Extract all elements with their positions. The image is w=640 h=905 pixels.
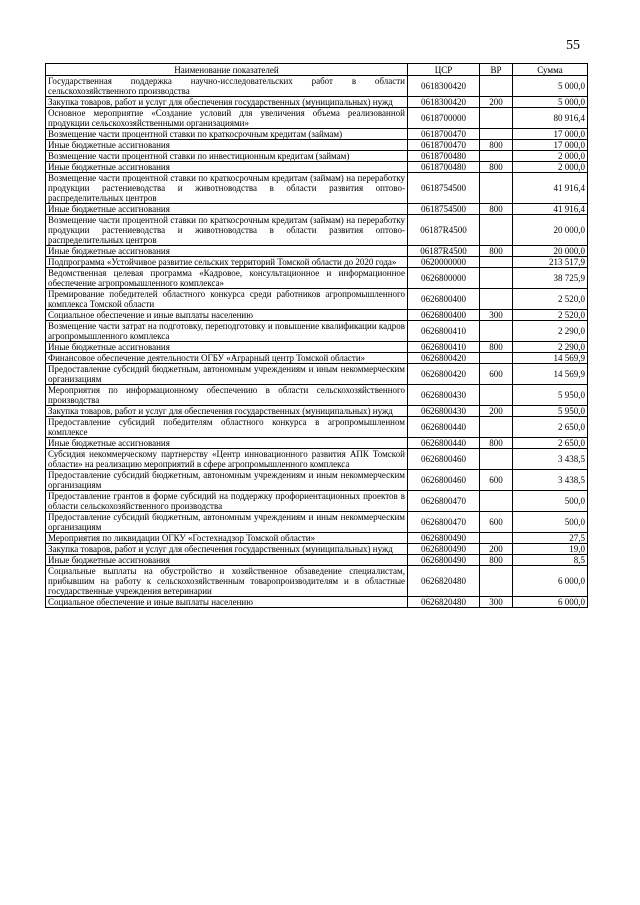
row-csr: 0626800410 <box>408 321 480 342</box>
row-name: Возмещение части процентной ставки по краткосрочным кредитам (займам) на переработку продукции растениеводства и животноводства в области развития оптово-распределительных центров <box>46 173 408 204</box>
row-csr: 0626800490 <box>408 533 480 544</box>
row-vr: 800 <box>480 342 513 353</box>
table-row <box>46 566 588 597</box>
row-csr: 06187R4500 <box>408 215 480 246</box>
header-name: Наименование показателей <box>46 64 408 76</box>
row-name: Возмещение части затрат на подготовку, переподготовку и повышение квалификации кадров агропромышленного комплекса <box>46 321 408 342</box>
row-csr: 0626800440 <box>408 438 480 449</box>
row-sum: 41 916,4 <box>513 173 588 204</box>
table-row <box>46 406 588 417</box>
table-row <box>46 97 588 108</box>
row-name: Закупка товаров, работ и услуг для обеспечения государственных (муниципальных) нужд <box>46 97 408 108</box>
row-vr: 600 <box>480 364 513 385</box>
row-name: Иные бюджетные ассигнования <box>46 204 408 215</box>
row-sum: 80 916,4 <box>513 108 588 129</box>
row-vr <box>480 353 513 364</box>
row-csr: 0626800430 <box>408 385 480 406</box>
table-header-row <box>46 64 588 76</box>
table-row <box>46 108 588 129</box>
row-csr: 0618700480 <box>408 162 480 173</box>
row-sum: 5 000,0 <box>513 97 588 108</box>
table-row <box>46 268 588 289</box>
row-csr: 0626800420 <box>408 364 480 385</box>
row-csr: 0618300420 <box>408 97 480 108</box>
row-csr: 0626800470 <box>408 491 480 512</box>
table-row <box>46 204 588 215</box>
table-row <box>46 173 588 204</box>
row-name: Возмещение части процентной ставки по краткосрочным кредитам (займам) на переработку продукции растениеводства и животноводства в области развития оптово-распределительных центров <box>46 215 408 246</box>
row-vr: 300 <box>480 310 513 321</box>
row-sum: 3 438,5 <box>513 449 588 470</box>
row-sum: 2 290,0 <box>513 342 588 353</box>
row-vr: 800 <box>480 204 513 215</box>
row-csr: 0626800400 <box>408 289 480 310</box>
row-sum: 5 000,0 <box>513 76 588 97</box>
table-row <box>46 512 588 533</box>
row-sum: 20 000,0 <box>513 246 588 257</box>
row-vr <box>480 257 513 268</box>
table-row <box>46 129 588 140</box>
row-sum: 500,0 <box>513 512 588 533</box>
table-row <box>46 491 588 512</box>
table-row <box>46 162 588 173</box>
row-csr: 0626800420 <box>408 353 480 364</box>
row-sum: 2 650,0 <box>513 417 588 438</box>
row-name: Возмещение части процентной ставки по краткосрочным кредитам (займам) <box>46 129 408 140</box>
row-name: Мероприятия по ликвидации ОГКУ «Гостехнадзор Томской области» <box>46 533 408 544</box>
row-vr: 200 <box>480 406 513 417</box>
row-csr: 0626820480 <box>408 597 480 608</box>
row-name: Иные бюджетные ассигнования <box>46 342 408 353</box>
table-row <box>46 417 588 438</box>
row-name: Иные бюджетные ассигнования <box>46 555 408 566</box>
row-vr <box>480 491 513 512</box>
row-vr: 200 <box>480 544 513 555</box>
row-vr: 800 <box>480 140 513 151</box>
row-csr: 0626800440 <box>408 417 480 438</box>
row-name: Предоставление субсидий победителям областного конкурса в агропромышленном комплексе <box>46 417 408 438</box>
row-sum: 2 520,0 <box>513 310 588 321</box>
row-vr: 800 <box>480 555 513 566</box>
row-vr <box>480 533 513 544</box>
row-vr: 800 <box>480 438 513 449</box>
row-vr: 200 <box>480 97 513 108</box>
row-name: Социальные выплаты на обустройство и хозяйственное обзаведение специалистам, прибывшим на работу к сельскохозяйственным товаропроизводителям и в областные государственные учреждения ветеринарии <box>46 566 408 597</box>
row-csr: 0618754500 <box>408 173 480 204</box>
row-vr <box>480 151 513 162</box>
row-vr: 600 <box>480 512 513 533</box>
table-row <box>46 342 588 353</box>
row-sum: 2 000,0 <box>513 151 588 162</box>
row-name: Возмещение части процентной ставки по инвестиционным кредитам (займам) <box>46 151 408 162</box>
row-csr: 0626800430 <box>408 406 480 417</box>
row-sum: 20 000,0 <box>513 215 588 246</box>
table-row <box>46 215 588 246</box>
row-vr <box>480 417 513 438</box>
row-csr: 0626800460 <box>408 449 480 470</box>
row-name: Предоставление грантов в форме субсидий на поддержку профориентационных проектов в области сельскохозяйственного производства <box>46 491 408 512</box>
row-sum: 500,0 <box>513 491 588 512</box>
row-name: Предоставление субсидий бюджетным, автономным учреждениям и иным некоммерческим организациям <box>46 470 408 491</box>
table-row <box>46 470 588 491</box>
table-row <box>46 438 588 449</box>
table-row <box>46 353 588 364</box>
row-name: Субсидия некоммерческому партнерству «Центр инновационного развития АПК Томской области» на реализацию мероприятий в сфере агропромышленного комплекса <box>46 449 408 470</box>
row-csr: 0618754500 <box>408 204 480 215</box>
row-csr: 0618700000 <box>408 108 480 129</box>
row-csr: 0626800410 <box>408 342 480 353</box>
row-vr: 800 <box>480 246 513 257</box>
row-sum: 14 569,9 <box>513 353 588 364</box>
row-vr <box>480 449 513 470</box>
row-csr: 0618700480 <box>408 151 480 162</box>
row-name: Иные бюджетные ассигнования <box>46 438 408 449</box>
row-vr: 800 <box>480 162 513 173</box>
row-vr <box>480 76 513 97</box>
row-csr: 0626800470 <box>408 512 480 533</box>
row-sum: 14 569,9 <box>513 364 588 385</box>
table-row <box>46 364 588 385</box>
header-csr: ЦСР <box>408 64 480 76</box>
row-csr: 06187R4500 <box>408 246 480 257</box>
row-sum: 27,5 <box>513 533 588 544</box>
row-sum: 6 000,0 <box>513 566 588 597</box>
table-row <box>46 597 588 608</box>
row-csr: 0620000000 <box>408 257 480 268</box>
table-row <box>46 76 588 97</box>
row-csr: 0618700470 <box>408 129 480 140</box>
row-name: Закупка товаров, работ и услуг для обеспечения государственных (муниципальных) нужд <box>46 544 408 555</box>
header-sum: Сумма <box>513 64 588 76</box>
row-sum: 38 725,9 <box>513 268 588 289</box>
row-csr: 0626800490 <box>408 555 480 566</box>
table-row <box>46 289 588 310</box>
row-vr: 300 <box>480 597 513 608</box>
table-row <box>46 544 588 555</box>
row-name: Предоставление субсидий бюджетным, автономным учреждениям и иным некоммерческим организациям <box>46 512 408 533</box>
row-vr <box>480 289 513 310</box>
row-name: Мероприятия по информационному обеспечению в области сельскохозяйственного производства <box>46 385 408 406</box>
row-name: Премирование победителей областного конкурса среди работников агропромышленного комплекса Томской области <box>46 289 408 310</box>
row-sum: 17 000,0 <box>513 140 588 151</box>
row-sum: 41 916,4 <box>513 204 588 215</box>
row-sum: 3 438,5 <box>513 470 588 491</box>
row-vr <box>480 215 513 246</box>
row-vr: 600 <box>480 470 513 491</box>
row-vr <box>480 321 513 342</box>
table-row <box>46 385 588 406</box>
row-name: Финансовое обеспечение деятельности ОГБУ «Аграрный центр Томской области» <box>46 353 408 364</box>
row-sum: 8,5 <box>513 555 588 566</box>
row-vr <box>480 173 513 204</box>
table-row <box>46 257 588 268</box>
row-sum: 5 950,0 <box>513 406 588 417</box>
table-row <box>46 310 588 321</box>
row-name: Иные бюджетные ассигнования <box>46 140 408 151</box>
row-csr: 0626820480 <box>408 566 480 597</box>
row-vr <box>480 566 513 597</box>
row-sum: 5 950,0 <box>513 385 588 406</box>
row-sum: 2 650,0 <box>513 438 588 449</box>
table-row <box>46 246 588 257</box>
row-name: Ведомственная целевая программа «Кадровое, консультационное и информационное обеспечение агропромышленного комплекса» <box>46 268 408 289</box>
row-sum: 19,0 <box>513 544 588 555</box>
budget-table <box>45 63 588 608</box>
row-sum: 213 517,9 <box>513 257 588 268</box>
row-name: Социальное обеспечение и иные выплаты населению <box>46 597 408 608</box>
row-name: Подпрограмма «Устойчивое развитие сельских территорий Томской области до 2020 года» <box>46 257 408 268</box>
page-number: 55 <box>566 38 580 53</box>
row-name: Иные бюджетные ассигнования <box>46 246 408 257</box>
row-vr <box>480 129 513 140</box>
row-vr <box>480 268 513 289</box>
table-row <box>46 533 588 544</box>
row-csr: 0626800460 <box>408 470 480 491</box>
row-csr: 0626800490 <box>408 544 480 555</box>
row-csr: 0618700470 <box>408 140 480 151</box>
row-csr: 0618300420 <box>408 76 480 97</box>
row-sum: 17 000,0 <box>513 129 588 140</box>
table-row <box>46 151 588 162</box>
row-name: Основное мероприятие «Создание условий для увеличения объема реализованной продукции сельскохозяйственными организациями» <box>46 108 408 129</box>
row-name: Предоставление субсидий бюджетным, автономным учреждениям и иным некоммерческим организациям <box>46 364 408 385</box>
table-row <box>46 449 588 470</box>
row-name: Государственная поддержка научно-исследовательских работ в области сельскохозяйственного производства <box>46 76 408 97</box>
row-sum: 6 000,0 <box>513 597 588 608</box>
row-name: Иные бюджетные ассигнования <box>46 162 408 173</box>
table-row <box>46 140 588 151</box>
row-sum: 2 000,0 <box>513 162 588 173</box>
row-vr <box>480 108 513 129</box>
row-csr: 0626800400 <box>408 310 480 321</box>
row-name: Социальное обеспечение и иные выплаты населению <box>46 310 408 321</box>
row-csr: 0626800000 <box>408 268 480 289</box>
row-name: Закупка товаров, работ и услуг для обеспечения государственных (муниципальных) нужд <box>46 406 408 417</box>
row-vr <box>480 385 513 406</box>
header-vr: ВР <box>480 64 513 76</box>
row-sum: 2 520,0 <box>513 289 588 310</box>
table-row <box>46 321 588 342</box>
row-sum: 2 290,0 <box>513 321 588 342</box>
table-row <box>46 555 588 566</box>
